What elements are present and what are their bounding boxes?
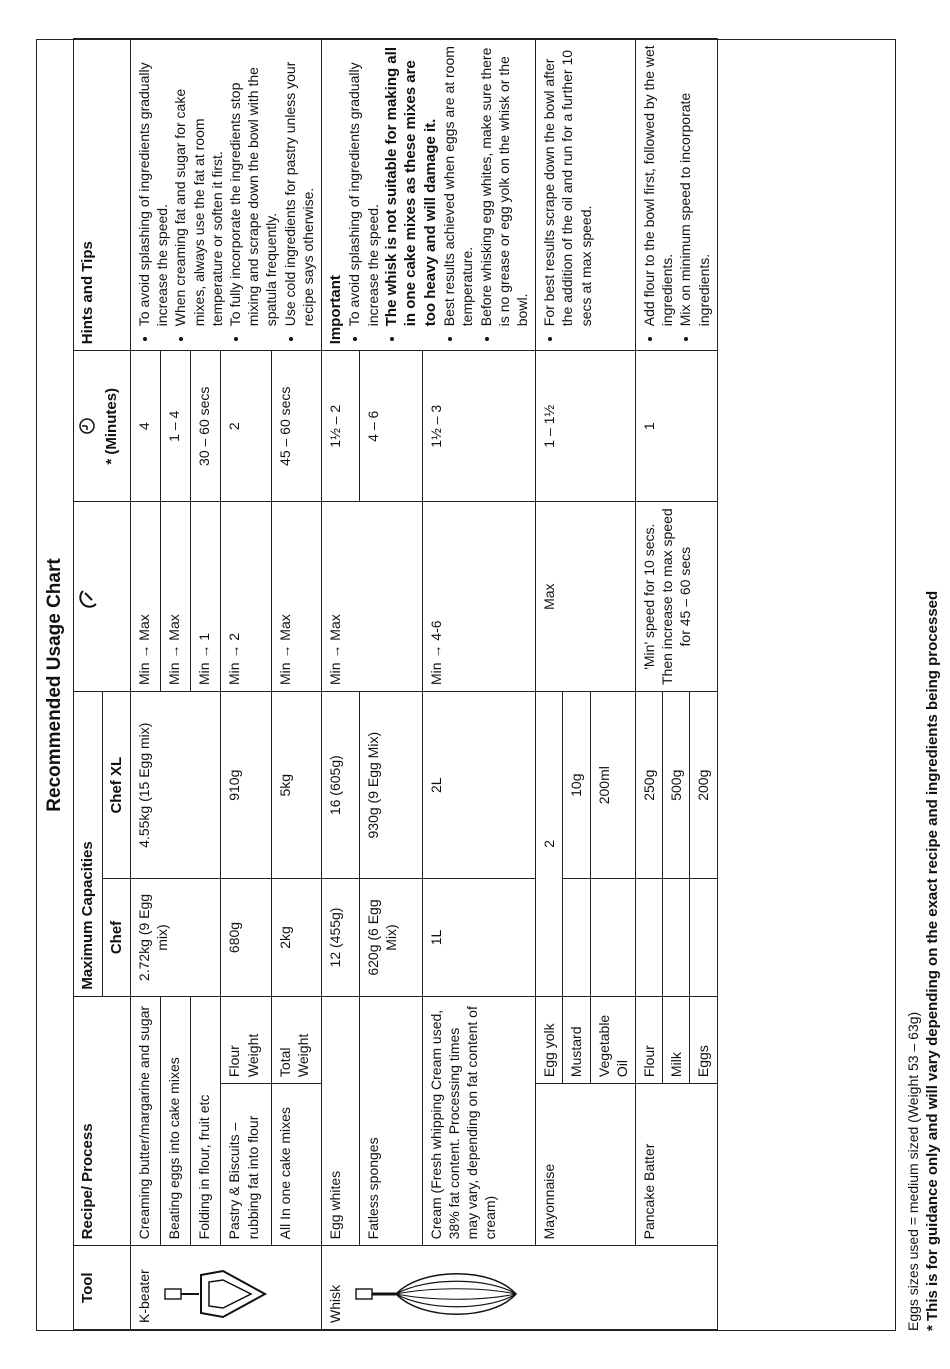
pancake-qty-1-pad	[635, 879, 662, 996]
kbeater-time-1: 4	[131, 351, 161, 502]
mayo-ingredient-1: Egg yolk	[536, 996, 563, 1083]
mayo-qty-2-pad	[563, 879, 590, 996]
whisk-hint-3: • Best results achieved when eggs are at room temperature.	[440, 45, 476, 326]
kbeater-speed-5: Min → Max	[271, 502, 321, 692]
whisk-xl-1: 16 (605g)	[321, 692, 359, 879]
mayo-ingredient-3: Vegetable Oil	[590, 996, 635, 1083]
pancake-qty-1: 250g	[635, 692, 662, 879]
guidance-note: * This is for guidance only and will vary depending on the exact recipe and ingredients being processed	[923, 590, 941, 1331]
whisk-recipe-2: Fatless sponges	[359, 996, 422, 1246]
footnotes	[904, 31, 943, 1331]
k-beater-icon	[161, 1265, 271, 1323]
kbeater-tool-cell	[131, 1246, 322, 1330]
kbeater-recipe-2: Beating eggs into cake mixes	[161, 996, 191, 1246]
whisk-tool-cell	[321, 1246, 717, 1330]
kbeater-recipe-5-unit: Total Weight	[271, 996, 321, 1083]
kbeater-speed-2: Min → Max	[161, 502, 191, 692]
minutes-label: * (Minutes)	[102, 387, 120, 465]
pancake-time: 1	[635, 351, 717, 502]
recipe-header: Recipe/ Process	[74, 996, 131, 1246]
kbeater-time-4: 2	[221, 351, 271, 502]
mayo-time: 1 – 1½	[536, 351, 636, 502]
pancake-qty-3: 200g	[690, 692, 717, 879]
kbeater-speed-3: Min → 1	[191, 502, 221, 692]
chart-title: Recommended Usage Chart	[37, 40, 74, 1330]
header-row	[74, 39, 103, 1330]
kbeater-recipe-1: Creaming butter/margarine and sugar	[131, 996, 161, 1246]
kbeater-hint-4: • Use cold ingredients for pastry unless your recipe says otherwise.	[281, 45, 317, 326]
speed-header	[74, 502, 131, 692]
mayo-row-1	[536, 39, 563, 1330]
pancake-qty-2-pad	[663, 879, 690, 996]
hints-header: Hints and Tips	[74, 39, 131, 351]
kbeater-label: K-beater	[136, 1269, 152, 1323]
pancake-recipe: Pancake Batter	[635, 1084, 717, 1246]
pancake-speed: 'Min' speed for 10 secs. Then increase to max speed for 45 – 60 secs	[635, 502, 717, 692]
kbeater-speed-4: Min → 2	[221, 502, 271, 692]
kbeater-recipe-5: All In one cake mixes	[271, 1084, 321, 1246]
whisk-hints	[321, 39, 535, 351]
whisk-important: Important	[326, 275, 344, 345]
whisk-speed-1: Min → Max	[321, 502, 422, 692]
pancake-row-1	[635, 39, 662, 1330]
max-capacities-header: Maximum Capacities	[74, 692, 103, 997]
kbeater-hint-1: • To avoid splashing of ingredients gradually increase the speed.	[135, 45, 171, 326]
pancake-ingredient-3: Eggs	[690, 996, 717, 1083]
egg-size-note: Eggs sizes used = medium sized (Weight 53 – 63g)	[905, 1011, 921, 1331]
kbeater-xl-4: 910g	[221, 692, 271, 879]
pancake-hint-1: • Add flour to the bowl first, followed by the wet ingredients.	[640, 45, 676, 326]
pancake-hint-2: • Mix on minimum speed to incorporate ingredients.	[676, 45, 712, 326]
whisk-time-1: 1½ – 2	[321, 351, 359, 502]
whisk-chef-2: 620g (6 Egg Mix)	[359, 879, 422, 996]
mayo-qty-1: 2	[536, 692, 563, 997]
tool-header: Tool	[74, 1246, 131, 1330]
mayo-hint-1: • For best results scrape down the bowl after the addition of the oil and run for a further 10 secs at max speed.	[540, 45, 595, 326]
kbeater-xl-5: 5kg	[271, 692, 321, 879]
whisk-time-2: 4 – 6	[359, 351, 422, 502]
kbeater-recipe-3: Folding in flour, fruit etc	[191, 996, 221, 1246]
chefxl-header: Chef XL	[102, 692, 131, 879]
whisk-hint-2: • The whisk is not suitable for making all in one cake mixes as these mixes are too heavy and will damage it.	[382, 45, 441, 326]
pancake-qty-3-pad	[690, 879, 717, 996]
pancake-ingredient-2: Milk	[663, 996, 690, 1083]
kbeater-hint-2: • When creaming fat and sugar for cake mixes, always use the fat at room temperature or soften it first.	[171, 45, 226, 326]
kbeater-chef-5: 2kg	[271, 879, 321, 996]
mayo-ingredient-2: Mustard	[563, 996, 590, 1083]
mayo-recipe: Mayonnaise	[536, 1084, 636, 1246]
whisk-hint-1: • To avoid splashing of ingredients gradually increase the speed.	[345, 45, 381, 326]
kbeater-chef-1: 2.72kg (9 Egg mix)	[131, 879, 221, 996]
speed-dial-icon	[78, 586, 100, 608]
mayo-qty-3: 200ml	[590, 692, 635, 879]
mayo-qty-2: 10g	[563, 692, 590, 879]
kbeater-xl-1: 4.55kg (15 Egg mix)	[131, 692, 221, 879]
whisk-time-3: 1½ – 3	[422, 351, 536, 502]
kbeater-hints	[131, 39, 322, 351]
whisk-recipe-3: Cream (Fresh whipping Cream used, 38% fat content. Processing times may vary, depending on fat content of cream)	[422, 996, 536, 1246]
usage-table	[73, 38, 718, 1330]
chef-header: Chef	[102, 879, 131, 996]
kbeater-hint-3: • To fully incorporate the ingredients stop mixing and scrape down the bowl with the spatula frequently.	[226, 45, 281, 326]
kbeater-recipe-4-unit: Flour Weight	[221, 996, 271, 1083]
whisk-chef-1: 12 (455g)	[321, 879, 359, 996]
clock-icon	[78, 417, 96, 435]
mayo-speed: Max	[536, 502, 636, 692]
kbeater-time-5: 45 – 60 secs	[271, 351, 321, 502]
mayo-qty-3-pad	[590, 879, 635, 996]
whisk-xl-2: 930g (9 Egg Mix)	[359, 692, 422, 879]
kbeater-speed-1: Min → Max	[131, 502, 161, 692]
whisk-row-1	[321, 39, 359, 1330]
kbeater-time-3: 30 – 60 secs	[191, 351, 221, 502]
pancake-ingredient-1: Flour	[635, 996, 662, 1083]
mayo-hints	[536, 39, 636, 351]
kbeater-row-1	[131, 39, 161, 1330]
pancake-hints	[635, 39, 717, 351]
kbeater-time-2: 1 – 4	[161, 351, 191, 502]
whisk-xl-3: 2L	[422, 692, 536, 879]
whisk-hint-4: • Before whisking egg whites, make sure there is no grease or egg yolk on the whisk or the bowl.	[477, 45, 532, 326]
time-header	[74, 351, 131, 502]
pancake-qty-2: 500g	[663, 692, 690, 879]
whisk-icon	[352, 1265, 522, 1323]
usage-chart	[36, 39, 896, 1331]
whisk-label: Whisk	[326, 1284, 343, 1323]
whisk-speed-3: Min → 4-6	[422, 502, 536, 692]
kbeater-recipe-4: Pastry & Biscuits – rubbing fat into flour	[221, 1084, 271, 1246]
whisk-recipe-1: Egg whites	[321, 996, 359, 1246]
kbeater-chef-4: 680g	[221, 879, 271, 996]
whisk-chef-3: 1L	[422, 879, 536, 996]
